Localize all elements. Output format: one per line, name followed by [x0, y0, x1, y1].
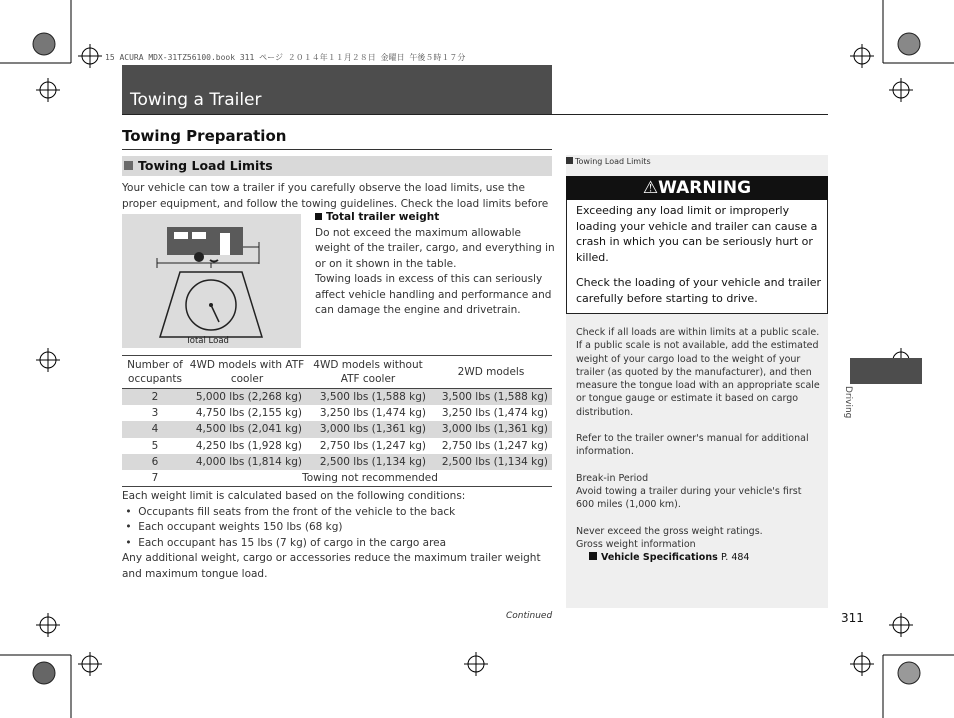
- table-cell: 2,500 lbs (1,134 kg): [306, 454, 430, 470]
- table-cell: 4,500 lbs (2,041 kg): [188, 421, 306, 437]
- subsection-title: Towing Load Limits: [138, 158, 273, 173]
- total-weight-heading: Total trailer weight: [315, 210, 555, 226]
- table-cell: 4,250 lbs (1,928 kg): [195, 439, 302, 452]
- table-cell: 5: [151, 439, 159, 452]
- table-row: [122, 405, 552, 421]
- subsection-bar: [122, 156, 552, 176]
- trailer-scale-illustration: [122, 214, 301, 348]
- warning-text-2: Check the loading of your vehicle and trailer carefully before starting to drive.: [576, 276, 822, 305]
- print-header: 15 ACURA MDX-31TZ56100.book 311 ページ ２０１４年１１月２８日 金曜日 午後５時１７分: [105, 53, 466, 62]
- section-title: Towing Preparation: [122, 127, 287, 145]
- conditions-outro: Any additional weight, cargo or accessories reduce the maximum trailer weight and maximum tongue load.: [122, 552, 541, 580]
- reference-icon: [566, 157, 573, 164]
- note-scale: Check if all loads are within limits at a public scale. If a public scale is not available, add the estimated weight of your cargo load to the weight of your trailer (as quoted by the manufacturer), and then measure the tongue load with an appropriate scale or tongue gauge or estimate it based on cargo distribution.: [576, 327, 820, 418]
- total-load-figure: [122, 214, 301, 348]
- table-cell: 4: [122, 421, 188, 437]
- table-header: 4WD models with ATF cooler: [188, 356, 306, 389]
- table-cell: 4,000 lbs (1,814 kg): [188, 454, 306, 470]
- page-title: Towing a Trailer: [130, 90, 262, 110]
- table-cell: 5,000 lbs (2,268 kg): [188, 389, 306, 406]
- table-cell: 3,250 lbs (1,474 kg): [441, 407, 548, 420]
- table-cell: 7: [122, 470, 188, 487]
- note-breakin-title: Break-in Period: [576, 472, 649, 484]
- notes-block: [576, 326, 820, 564]
- page-title-bar: [122, 65, 552, 115]
- warning-text-1: Exceeding any load limit or improperly loading your vehicle and trailer can cause a crash in which you can be seriously hurt or killed.: [576, 204, 818, 264]
- section-rule: [122, 149, 552, 150]
- note-owner-manual: Refer to the trailer owner's manual for additional information.: [576, 433, 809, 458]
- table-header: 2WD models: [430, 356, 552, 389]
- table-cell: 3: [151, 407, 159, 420]
- side-head: Towing Load Limits: [566, 157, 651, 166]
- link-arrow-icon: [589, 552, 597, 560]
- table-row: [122, 438, 552, 454]
- table-cell: 3,000 lbs (1,361 kg): [430, 421, 552, 437]
- list-item: • Each occupant has 15 lbs (7 kg) of cargo in the cargo area: [122, 536, 447, 549]
- page-number: 311: [841, 611, 864, 625]
- warning-header: [566, 176, 828, 200]
- table-cell: 2,500 lbs (1,134 kg): [430, 454, 552, 470]
- title-rule: [122, 114, 828, 115]
- table-header: Number of occupants: [122, 356, 188, 389]
- list-item: • Occupants fill seats from the front of the vehicle to the back: [122, 505, 456, 518]
- table-header: 4WD models without ATF cooler: [306, 356, 430, 389]
- driving-tab[interactable]: [850, 358, 922, 384]
- table-cell: 2: [122, 389, 188, 406]
- total-weight-text1: Do not exceed the maximum allowable weight of the trailer, cargo, and everything in or on it shown in the table.: [315, 226, 555, 270]
- table-row: [122, 389, 552, 406]
- warning-title: WARNING: [658, 178, 752, 198]
- square-icon: [315, 213, 322, 220]
- note-gross-weight: Never exceed the gross weight ratings.: [576, 525, 763, 537]
- table-row: [122, 470, 552, 487]
- warning-triangle-icon: ⚠: [642, 178, 659, 198]
- figure-label: Total Load: [186, 336, 229, 346]
- table-cell: 2,750 lbs (1,247 kg): [319, 439, 426, 452]
- note-breakin-text: Avoid towing a trailer during your vehicle's first 600 miles (1,000 km).: [576, 485, 802, 511]
- square-icon: [124, 161, 133, 170]
- table-cell: 3,500 lbs (1,588 kg): [306, 389, 430, 406]
- table-row: [122, 454, 552, 470]
- continued-label: Continued: [506, 611, 553, 621]
- total-weight-block: [315, 210, 555, 319]
- table-cell: 3,000 lbs (1,361 kg): [306, 421, 430, 437]
- table-cell: 3,500 lbs (1,588 kg): [430, 389, 552, 406]
- driving-tab-label: Driving: [843, 386, 853, 419]
- vehicle-specs-link[interactable]: Vehicle Specifications P. 484: [576, 551, 820, 564]
- table-header-row: [122, 356, 552, 389]
- intro-paragraph: Your vehicle can tow a trailer if you carefully observe the load limits, use the proper equipment, and follow the towing guidelines. Check the load limits before: [122, 182, 549, 210]
- table-cell: 3,250 lbs (1,474 kg): [319, 407, 426, 420]
- conditions-block: [122, 489, 554, 582]
- load-limits-table: [122, 355, 552, 487]
- list-item: • Each occupant weights 150 lbs (68 kg): [122, 521, 343, 533]
- note-gross-info: Gross weight information: [576, 538, 696, 550]
- table-cell: 6: [122, 454, 188, 470]
- table-cell: 4,750 lbs (2,155 kg): [195, 407, 302, 420]
- table-cell: Towing not recommended: [188, 470, 552, 487]
- conditions-intro: Each weight limit is calculated based on the following conditions:: [122, 490, 466, 502]
- total-weight-text2: Towing loads in excess of this can seriously affect vehicle handling and performance and can damage the engine and drivetrain.: [315, 273, 552, 316]
- table-row: [122, 421, 552, 437]
- table-cell: 2,750 lbs (1,247 kg): [441, 439, 548, 452]
